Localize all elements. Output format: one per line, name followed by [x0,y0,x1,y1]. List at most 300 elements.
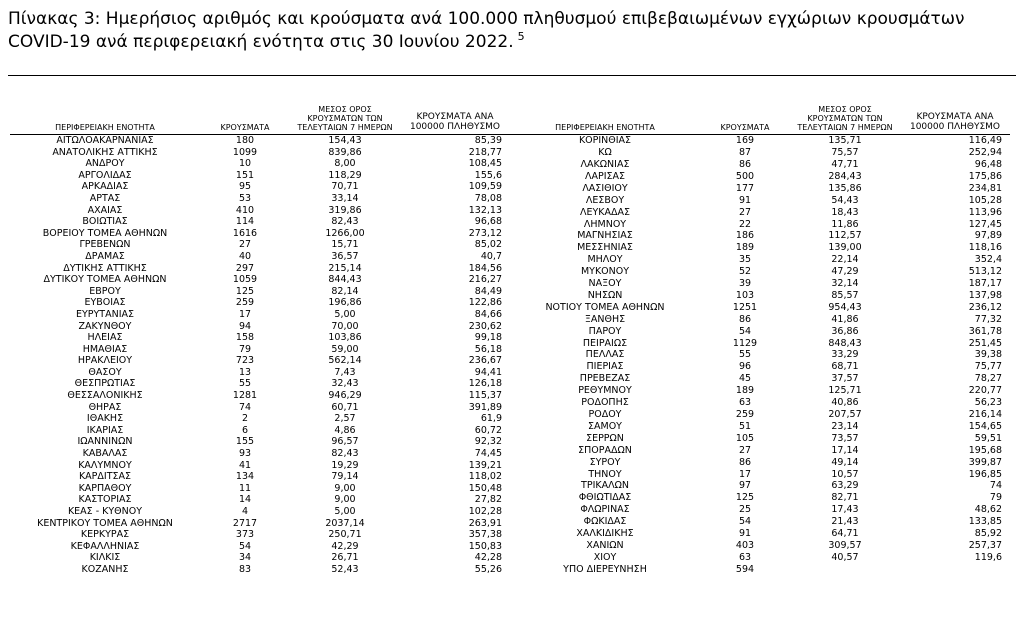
table-row [510,326,1010,338]
table-row [510,159,1010,171]
avg-cell: 154,43 [328,135,362,146]
region-cell: ΜΕΣΣΗΝΙΑΣ [577,242,633,254]
cases-cell: 63 [738,551,752,563]
table-row [10,367,510,379]
region-cell: ΚΩ [598,147,612,159]
region-cell: ΜΥΚΟΝΟΥ [580,266,630,278]
region-cell: ΛΗΜΝΟΥ [583,218,627,230]
region-cell: ΙΩΑΝΝΙΝΩΝ [77,436,133,448]
cases-cell: 74 [238,401,252,413]
region-cell: ΜΑΓΝΗΣΙΑΣ [577,230,633,242]
table-row [510,135,1010,147]
cases-cell: 79 [238,343,252,355]
region-cell: ΚΑΡΔΙΤΣΑΣ [78,471,132,483]
avg-cell: 135,86 [828,182,862,194]
cases-cell: 6 [241,424,249,436]
per100k-cell: 102,28 [468,506,502,517]
cases-cell: 403 [735,539,755,551]
table-row [10,425,510,437]
table-row [10,483,510,495]
avg-cell: 215,14 [328,262,362,274]
cases-cell: 96 [738,361,752,373]
region-cell: ΘΗΡΑΣ [88,401,122,413]
avg-cell: 47,71 [831,158,859,170]
cases-cell: 259 [735,409,755,420]
region-cell: ΗΛΕΙΑΣ [87,332,123,344]
region-cell: ΝΟΤΙΟΥ ΤΟΜΕΑ ΑΘΗΝΩΝ [545,301,665,313]
per100k-cell: 513,12 [968,266,1002,278]
table-row [510,373,1010,385]
avg-cell: 8,00 [334,158,356,170]
cases-cell: 186 [735,230,755,242]
avg-cell: 17,14 [831,444,859,456]
avg-cell [790,564,900,576]
per100k-cell: 251,45 [968,337,1002,349]
avg-cell: 37,57 [831,373,859,385]
avg-cell: 49,14 [831,456,859,468]
avg-cell: 73,57 [831,432,859,444]
region-cell: ΧΑΛΚΙΔΙΚΗΣ [576,528,634,540]
table-row [10,205,510,217]
avg-cell: 82,43 [331,448,359,460]
per100k-cell: 187,17 [968,278,1002,290]
cases-cell: 54 [738,325,752,337]
cases-cell: 180 [235,135,255,146]
cases-cell: 39 [738,278,752,290]
cases-cell: 1616 [232,227,258,239]
region-cell: ΤΡΙΚΑΛΩΝ [581,480,629,492]
cases-cell: 17 [238,308,252,320]
table-row [10,263,510,275]
per100k-cell: 39,38 [974,349,1002,361]
table-row [10,228,510,240]
per100k-cell: 216,14 [968,409,1002,420]
header-cases: ΚΡΟΥΣΜΑΤΑ [200,105,290,135]
table-row [510,230,1010,242]
per100k-cell: 133,85 [968,516,1002,528]
per100k-cell: 78,27 [974,373,1002,385]
table-row [510,421,1010,433]
avg-cell: 4,86 [334,424,356,436]
table-row [10,239,510,251]
region-cell: ΚΕΡΚΥΡΑΣ [80,529,130,541]
cases-cell: 155 [235,436,255,448]
cases-cell: 27 [738,206,752,218]
per100k-cell: 252,94 [968,147,1002,159]
per100k-cell: 61,9 [480,413,502,425]
region-cell: ΠΡΕΒΕΖΑΣ [579,373,631,385]
table-row [510,433,1010,445]
cases-cell: 10 [238,158,252,170]
region-cell: ΚΑΛΥΜΝΟΥ [78,459,132,471]
region-cell: ΚΟΡΙΝΘΙΑΣ [578,135,632,147]
per100k-cell: 92,32 [474,436,502,448]
avg-cell: 36,57 [331,250,359,262]
cases-cell: 54 [738,516,752,528]
per100k-cell: 42,28 [474,552,502,564]
region-cell: ΔΥΤΙΚΟΥ ΤΟΜΕΑ ΑΘΗΝΩΝ [43,274,167,286]
per100k-cell: 155,6 [474,169,502,181]
region-cell: ΞΑΝΘΗΣ [584,313,626,325]
cases-cell: 27 [738,444,752,456]
avg-cell: 17,43 [831,504,859,516]
avg-cell: 96,57 [331,436,359,448]
cases-cell: 86 [738,456,752,468]
table-row [10,390,510,402]
header-per100k: ΚΡΟΥΣΜΑΤΑ ΑΝΑ 100000 ΠΛΗΘΥΣΜΟ [900,105,1010,135]
region-cell: ΡΕΘΥΜΝΟΥ [578,385,632,397]
table-row [10,541,510,553]
table-row [510,468,1010,480]
table-row [10,413,510,425]
region-cell: ΙΘΑΚΗΣ [86,413,124,425]
cases-cell: 51 [738,420,752,432]
avg-cell: 11,86 [831,218,859,230]
table-row [10,402,510,414]
region-cell: ΧΙΟΥ [593,551,617,563]
per100k-cell: 27,82 [474,494,502,506]
per100k-cell: 108,45 [468,158,502,170]
region-cell: ΦΩΚΙΔΑΣ [583,516,627,528]
avg-cell: 33,29 [831,349,859,361]
region-cell: ΚΟΖΑΝΗΣ [81,563,129,575]
per100k-cell: 79 [989,492,1002,504]
table-row [10,170,510,182]
table-row [510,480,1010,492]
per100k-cell: 361,78 [968,325,1002,337]
table-row [10,216,510,228]
region-cell: ΦΛΩΡΙΝΑΣ [580,504,630,516]
region-cell: ΙΚΑΡΙΑΣ [86,424,124,436]
region-cell: ΦΘΙΩΤΙΔΑΣ [578,492,632,504]
region-cell: ΒΟΙΩΤΙΑΣ [82,216,128,228]
table-row [10,344,510,356]
region-cell: ΑΝΑΤΟΛΙΚΗΣ ΑΤΤΙΚΗΣ [52,146,158,158]
left-table-body [10,135,510,576]
avg-cell: 85,57 [831,289,859,301]
region-cell: ΘΕΣΣΑΛΟΝΙΚΗΣ [67,390,143,402]
table-row [10,286,510,298]
avg-cell: 1266,00 [325,227,365,239]
table-row [10,297,510,309]
cases-cell: 114 [235,216,255,228]
table-row [510,456,1010,468]
avg-cell: 954,43 [828,301,862,313]
per100k-cell: 96,68 [474,216,502,228]
table-row [510,254,1010,266]
divider-rule [8,75,1016,76]
region-cell: ΝΑΞΟΥ [588,278,622,290]
region-cell: ΛΕΣΒΟΥ [585,194,625,206]
cases-cell: 2 [241,413,249,425]
table-row [10,506,510,518]
per100k-cell [900,564,1010,576]
per100k-cell: 56,18 [474,343,502,355]
avg-cell: 250,71 [328,529,362,541]
avg-cell: 15,71 [331,239,359,251]
region-cell: ΗΜΑΘΙΑΣ [82,343,128,355]
cases-cell: 373 [235,529,255,541]
avg-cell: 70,00 [331,320,359,332]
region-cell: ΝΗΣΩΝ [587,289,623,301]
data-tables [10,105,1010,576]
table-row [10,181,510,193]
per100k-cell: 99,18 [474,332,502,344]
avg-cell: 26,71 [331,552,359,564]
region-cell: ΠΙΕΡΙΑΣ [586,361,624,373]
caption-text: Πίνακας 3: Ημερήσιος αριθμός και κρούσματα ανά 100.000 πληθυσμού επιβεβαιωμένων εγχώριων κρουσμάτων COVID-19 ανά περιφερειακή ενότητα στις 30 Ιουνίου 2022. [8,9,965,52]
cases-cell: 86 [738,313,752,325]
cases-cell: 103 [735,289,755,301]
cases-cell: 1099 [232,146,258,158]
per100k-cell: 218,77 [468,146,502,158]
per100k-cell: 263,91 [468,517,502,529]
cases-cell: 93 [238,448,252,460]
avg-cell: 60,71 [331,401,359,413]
per100k-cell: 59,51 [974,432,1002,444]
per100k-cell: 216,27 [468,274,502,286]
per100k-cell: 40,7 [480,250,502,262]
table-row [510,290,1010,302]
avg-cell: 75,57 [831,147,859,159]
region-cell: ΠΑΡΟΥ [588,325,622,337]
avg-cell: 9,00 [334,494,356,506]
cases-cell: 41 [238,459,252,471]
per100k-cell: 109,59 [468,181,502,193]
table-row [10,564,510,576]
avg-cell: 2,57 [334,413,356,425]
per100k-cell: 196,85 [968,468,1002,480]
cases-cell: 134 [235,471,255,483]
cases-cell: 500 [735,170,755,182]
table-row [510,492,1010,504]
cases-cell: 158 [235,332,255,344]
table-row [510,278,1010,290]
avg-cell: 52,43 [331,563,359,575]
avg-cell: 82,14 [331,285,359,297]
footnote-marker: 5 [517,30,525,44]
avg-cell: 10,57 [831,468,859,480]
table-row [10,193,510,205]
region-cell: ΕΥΒΟΙΑΣ [84,297,126,309]
cases-cell: 95 [238,181,252,193]
cases-cell: 177 [735,182,755,194]
table-row [10,529,510,541]
avg-cell: 207,57 [828,409,862,420]
table-row [510,218,1010,230]
cases-cell: 53 [238,192,252,204]
cases-cell: 94 [238,320,252,332]
region-cell: ΘΕΣΠΡΩΤΙΑΣ [74,378,136,390]
avg-cell: 41,86 [831,313,859,325]
per100k-cell: 84,49 [474,285,502,297]
table-row [10,321,510,333]
per100k-cell: 236,12 [968,301,1002,313]
cases-cell: 83 [238,563,252,575]
region-cell: ΕΒΡΟΥ [89,285,121,297]
region-cell: ΓΡΕΒΕΝΩΝ [79,239,131,251]
region-cell: ΛΑΡΙΣΑΣ [584,170,626,182]
table-row [10,147,510,159]
cases-cell: 34 [238,552,252,564]
table-row [10,448,510,460]
cases-cell: 91 [738,528,752,540]
region-cell: ΘΑΣΟΥ [88,366,122,378]
cases-cell: 54 [238,540,252,552]
per100k-cell: 399,87 [968,456,1002,468]
region-cell: ΚΕΦΑΛΛΗΝΙΑΣ [70,540,140,552]
avg-cell: 79,14 [331,471,359,483]
avg-cell: 5,00 [334,308,356,320]
per100k-cell: 122,86 [468,297,502,309]
cases-cell: 1251 [732,301,758,313]
avg-cell: 19,29 [331,459,359,471]
avg-cell: 68,71 [831,361,859,373]
per100k-cell: 60,72 [474,424,502,436]
table-row [510,385,1010,397]
avg-cell: 319,86 [328,204,362,216]
avg-cell: 103,86 [328,332,362,344]
region-cell: ΧΑΝΙΩΝ [586,539,624,551]
per100k-cell: 352,4 [974,254,1002,266]
table-row [510,206,1010,218]
avg-cell: 40,57 [831,551,859,563]
table-row [510,445,1010,457]
region-cell: ΛΑΚΩΝΙΑΣ [580,158,630,170]
avg-cell: 196,86 [328,297,362,309]
per100k-cell: 85,92 [974,528,1002,540]
cases-cell: 189 [735,242,755,254]
avg-cell: 309,57 [828,539,862,551]
per100k-cell: 139,21 [468,459,502,471]
cases-cell: 4 [241,506,249,517]
avg-cell: 22,14 [831,254,859,266]
avg-cell: 32,43 [331,378,359,390]
cases-cell: 25 [738,504,752,516]
region-cell: ΡΟΔΟΠΗΣ [581,397,629,409]
cases-cell: 594 [735,563,755,575]
per100k-cell: 77,32 [974,313,1002,325]
region-cell: ΔΥΤΙΚΗΣ ΑΤΤΙΚΗΣ [63,262,147,274]
table-row [510,195,1010,207]
region-cell: ΖΑΚΥΝΘΟΥ [78,320,132,332]
right-table-body [510,135,1010,576]
table-row [10,355,510,367]
table-row [510,314,1010,326]
per100k-cell: 74 [989,480,1002,492]
cases-cell: 1059 [232,274,258,286]
avg-cell: 70,71 [331,181,359,193]
avg-cell: 139,00 [828,242,862,254]
per100k-cell: 115,37 [468,390,502,402]
per100k-cell: 48,62 [974,504,1002,516]
cases-cell: 45 [738,373,752,385]
table-row [10,471,510,483]
table-row [10,378,510,390]
avg-cell: 5,00 [334,506,356,517]
cases-cell: 13 [238,366,252,378]
avg-cell: 2037,14 [325,517,365,529]
table-row [10,251,510,263]
cases-cell: 86 [738,158,752,170]
region-cell: ΜΗΛΟΥ [587,254,623,266]
header-per100k: ΚΡΟΥΣΜΑΤΑ ΑΝΑ 100000 ΠΛΗΘΥΣΜΟ [400,105,510,135]
cases-cell: 35 [738,254,752,266]
avg-cell: 18,43 [831,206,859,218]
cases-cell: 97 [738,480,752,492]
table-row [510,171,1010,183]
table-caption [8,8,1016,54]
region-cell: ΚΑΣΤΟΡΙΑΣ [78,494,132,506]
region-cell: ΠΕΙΡΑΙΩΣ [582,337,628,349]
per100k-cell: 97,89 [974,230,1002,242]
avg-cell: 23,14 [831,420,859,432]
table-row [510,302,1010,314]
table-row [510,147,1010,159]
avg-cell: 844,43 [328,274,362,286]
per100k-cell: 220,77 [968,385,1002,397]
cases-cell: 52 [738,266,752,278]
cases-cell: 27 [238,239,252,251]
right-table [510,105,1010,576]
avg-cell: 839,86 [328,146,362,158]
cases-cell: 55 [738,349,752,361]
per100k-cell: 113,96 [968,206,1002,218]
cases-cell: 22 [738,218,752,230]
header-region: ΠΕΡΙΦΕΡΕΙΑΚΗ ΕΝΟΤΗΤΑ [510,105,700,135]
cases-cell: 91 [738,194,752,206]
table-row [510,361,1010,373]
cases-cell: 1281 [232,390,258,402]
cases-cell: 14 [238,494,252,506]
per100k-cell: 230,62 [468,320,502,332]
region-cell: ΑΡΓΟΛΙΔΑΣ [78,169,132,181]
avg-cell: 125,71 [828,385,862,397]
per100k-cell: 105,28 [968,194,1002,206]
avg-cell: 82,71 [831,492,859,504]
per100k-cell: 175,86 [968,170,1002,182]
per100k-cell: 96,48 [974,158,1002,170]
avg-cell: 21,43 [831,516,859,528]
per100k-cell: 184,56 [468,262,502,274]
cases-cell: 723 [235,355,255,367]
per100k-cell: 78,08 [474,192,502,204]
per100k-cell: 391,89 [468,401,502,413]
cases-cell: 125 [235,285,255,297]
table-row [510,409,1010,421]
per100k-cell: 56,23 [974,397,1002,409]
region-cell: ΕΥΡΥΤΑΝΙΑΣ [75,308,135,320]
per100k-cell: 357,38 [468,529,502,541]
region-cell: ΣΕΡΡΩΝ [586,432,624,444]
region-cell: ΠΕΛΛΑΣ [585,349,625,361]
avg-cell: 562,14 [328,355,362,367]
cases-cell: 125 [735,492,755,504]
per100k-cell: 126,18 [468,378,502,390]
table-row [510,528,1010,540]
per100k-cell: 132,13 [468,204,502,216]
region-cell: ΛΕΥΚΑΔΑΣ [579,206,631,218]
per100k-cell: 150,83 [468,540,502,552]
per100k-cell: 273,12 [468,227,502,239]
avg-cell: 36,86 [831,325,859,337]
region-cell: ΚΑΒΑΛΑΣ [82,448,128,460]
region-cell: ΣΠΟΡΑΔΩΝ [578,444,632,456]
per100k-cell: 118,16 [968,242,1002,254]
avg-cell: 946,29 [328,390,362,402]
cases-cell: 151 [235,169,255,181]
avg-cell: 112,57 [828,230,862,242]
